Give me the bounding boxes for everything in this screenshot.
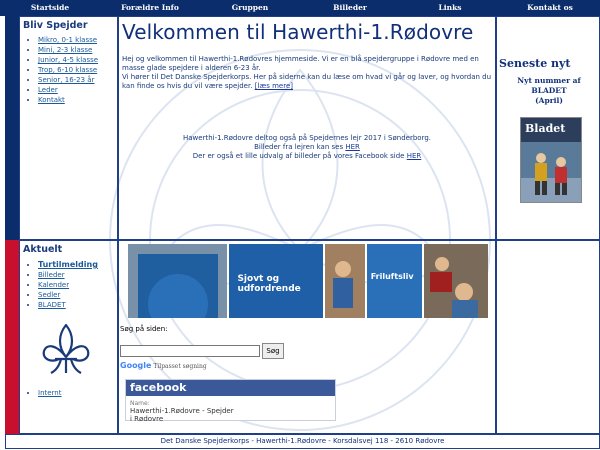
sidebar-link-junior[interactable]: Junior, 4-5 klasse — [38, 56, 99, 64]
sidebar-link-leder[interactable]: Leder — [38, 86, 58, 94]
banner-strip — [128, 244, 488, 318]
right-bottom-panel — [496, 240, 600, 434]
sidebar-item-trop — [38, 65, 114, 75]
intern-item — [38, 388, 62, 398]
sidebar-menu — [23, 35, 114, 105]
nav-links[interactable]: Links — [438, 3, 462, 12]
aktuelt-item-billeder — [38, 270, 114, 280]
news-subtitle-line-3: (April) — [535, 96, 563, 105]
facebook-photos-link[interactable]: HER — [406, 152, 422, 160]
sidebar-link-senior[interactable]: Senior, 16-23 år — [38, 76, 95, 84]
facebook-header: facebook — [126, 380, 335, 396]
sidebar-item-mikro — [38, 35, 114, 45]
sidebar-link-kontakt[interactable]: Kontakt — [38, 96, 65, 104]
magazine-title: Bladet — [525, 122, 566, 135]
news-subtitle-line-1: Nyt nummer af — [517, 76, 581, 85]
banner-label-line-2: udfordrende — [237, 284, 301, 294]
aktuelt-item-turtilmelding — [38, 260, 114, 270]
sidebar-title: Bliv Spejder — [23, 20, 88, 31]
nav-gruppen[interactable]: Gruppen — [231, 3, 269, 12]
read-more-link[interactable]: [læs mere] — [254, 82, 293, 90]
magazine-cover[interactable] — [520, 117, 582, 203]
sidebar-item-kontakt — [38, 95, 114, 105]
intro-line-2: Vi hører til Det Danske Spejderkorps. Her på siderne kan du læse om hvad vi går og laver, og hvordan du kan finde os hvis du vil være spejder. — [122, 73, 492, 90]
nav-startside[interactable]: Startside — [30, 3, 70, 12]
red-side-strip — [5, 240, 19, 434]
news-panel — [496, 16, 600, 240]
sidebar-link-mini[interactable]: Mini, 2-3 klasse — [38, 46, 93, 54]
search-label: Søg på siden: — [120, 325, 168, 333]
banner-image-1 — [128, 244, 227, 318]
facebook-line — [122, 152, 492, 161]
sidebar-link-trop[interactable]: Trop, 6-10 klasse — [38, 66, 98, 74]
banner-label-friluftsliv: Friluftsliv — [370, 272, 414, 281]
aktuelt-item-kalender — [38, 280, 114, 290]
news-title: Seneste nyt — [499, 57, 571, 70]
fleur-de-lis-icon — [39, 321, 93, 379]
nav-billeder[interactable]: Billeder — [333, 3, 367, 12]
custom-search-label: Tilpasset søgning — [153, 363, 207, 370]
aktuelt-link-sedler[interactable]: Sedler — [38, 291, 61, 299]
sidebar-item-mini — [38, 45, 114, 55]
aktuelt-link-kalender[interactable]: Kalender — [38, 281, 70, 289]
search-input[interactable] — [120, 345, 260, 357]
main-welcome-panel — [118, 16, 496, 240]
banner-label-sjovt — [237, 274, 300, 294]
intern-menu — [23, 388, 62, 398]
nav-foraeldre-info[interactable]: Forældre Info — [121, 3, 179, 12]
aktuelt-link-billeder[interactable]: Billeder — [38, 271, 65, 279]
intern-link[interactable]: Internt — [38, 389, 62, 397]
facebook-page-link[interactable] — [130, 407, 234, 423]
news-subtitle — [499, 76, 599, 106]
facebook-name-line-1: Hawerthi-1.Rødovre - Spejder — [130, 407, 234, 415]
camp-photos-link[interactable]: HER — [345, 143, 360, 151]
aktuelt-item-bladet — [38, 300, 114, 310]
camp-line-2 — [122, 143, 492, 152]
facebook-widget — [125, 379, 336, 421]
sidebar-item-junior — [38, 55, 114, 65]
page-title: Velkommen til Hawerthi-1.Rødovre — [122, 20, 474, 44]
sidebar-bliv-spejder — [19, 16, 118, 240]
search-button[interactable]: Søg — [262, 343, 284, 359]
camp-line-1: Hawerthi-1.Rødovre deltog også på Spejdernes lejr 2017 i Sønderborg. — [182, 134, 431, 142]
google-branding — [120, 361, 207, 370]
banner-image-4 — [367, 244, 423, 318]
sidebar-link-mikro[interactable]: Mikro, 0-1 klasse — [38, 36, 98, 44]
facebook-name-line-2: i Rødovre — [130, 415, 164, 423]
banner-image-2 — [229, 244, 322, 318]
sidebar-item-senior — [38, 75, 114, 85]
aktuelt-link-bladet[interactable]: BLADET — [38, 301, 66, 309]
top-navigation — [0, 0, 600, 16]
aktuelt-item-sedler — [38, 290, 114, 300]
news-subtitle-line-2: BLADET — [531, 86, 567, 95]
aktuelt-title: Aktuelt — [23, 244, 63, 255]
banner-label-line-1: Sjovt og — [237, 274, 280, 284]
aktuelt-link-turtilmelding[interactable]: Turtilmelding — [38, 260, 98, 269]
camp-info — [122, 134, 492, 161]
sidebar-aktuelt — [19, 240, 118, 434]
google-logo: Google — [120, 361, 152, 370]
sidebar-item-leder — [38, 85, 114, 95]
facebook-name-label: Name: — [130, 400, 150, 407]
magazine-cover-image — [521, 118, 581, 202]
banner-image-5 — [424, 244, 488, 318]
intro-line: Hej og velkommen til Hawerthi-1.Rødovres hjemmeside. Vi er en blå spejdergruppe i Rødovre med en masse glade spejdere i alderen 6-23 år. — [122, 55, 479, 72]
banner-image-3 — [325, 244, 365, 318]
blue-side-strip — [5, 16, 19, 240]
camp-line-2-text: Billeder fra lejren kan ses — [254, 143, 344, 151]
page-footer: Det Danske Spejderkorps - Hawerthi-1.Rødovre - Korsdalsvej 118 - 2610 Rødovre — [5, 434, 600, 449]
nav-kontakt-os[interactable]: Kontakt os — [527, 3, 573, 12]
facebook-name-value — [126, 407, 335, 423]
intro-text — [122, 55, 492, 91]
facebook-line-text: Der er også et lille udvalg af billeder på vores Facebook side — [192, 152, 405, 160]
aktuelt-menu — [23, 260, 114, 310]
